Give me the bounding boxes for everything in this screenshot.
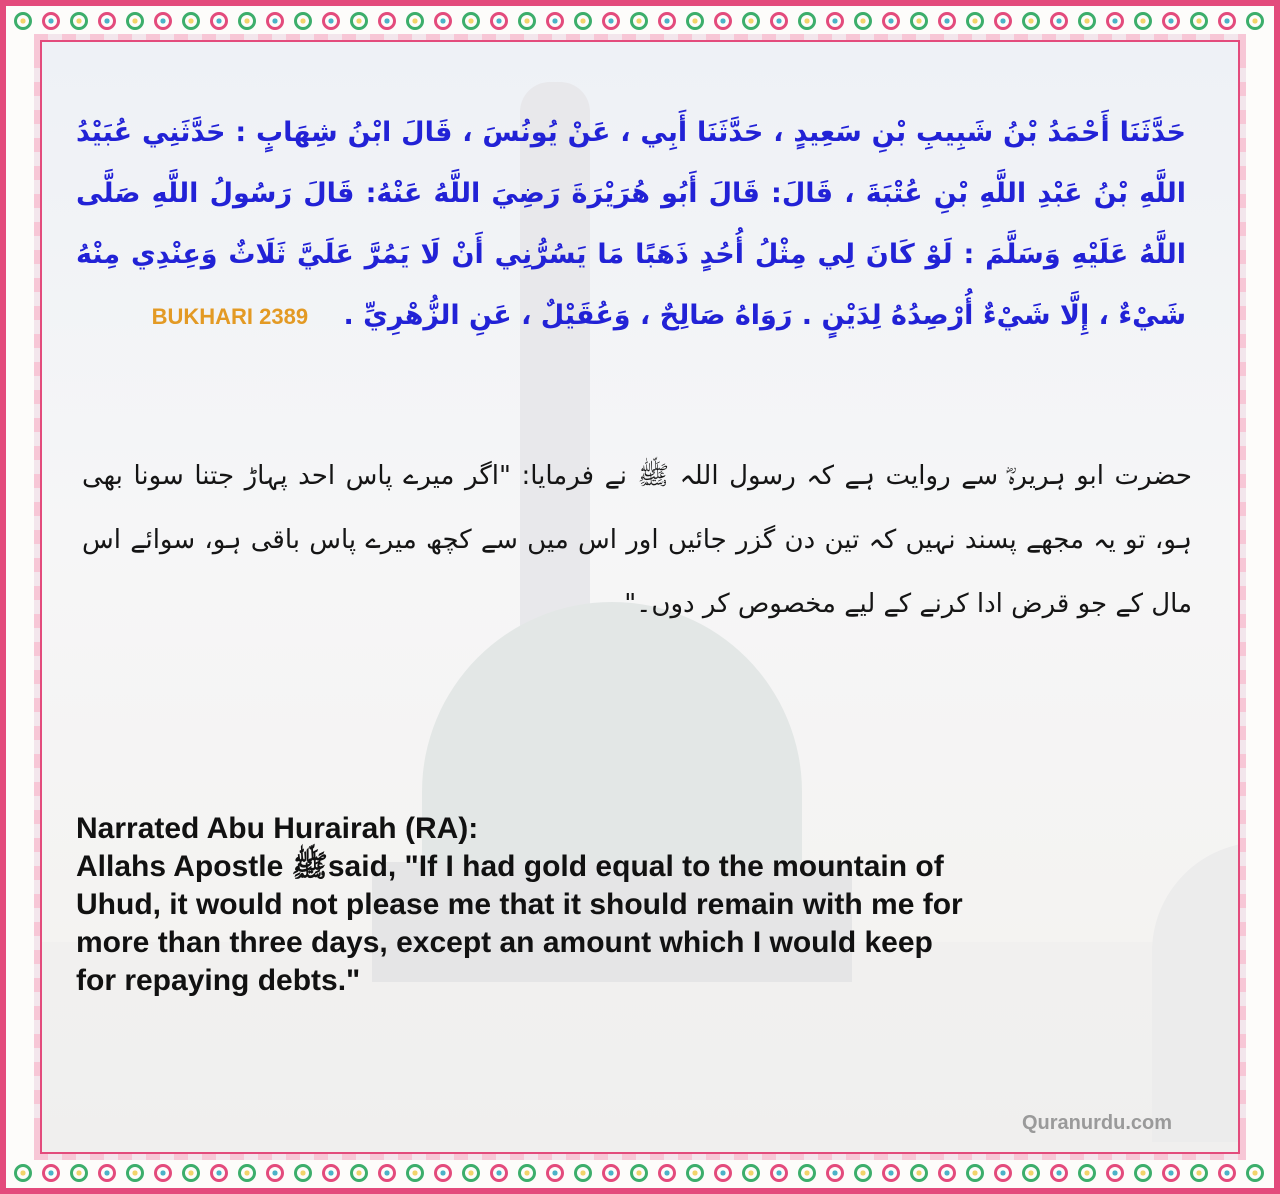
english-line: more than three days, except an amount which I would keep <box>76 926 933 959</box>
english-translation <box>76 810 1216 1000</box>
border-flower-ornament <box>238 12 256 30</box>
border-flower-ornament <box>434 1164 452 1182</box>
border-flower-ornament <box>154 1164 172 1182</box>
border-flower-ornament <box>826 12 844 30</box>
border-flower-ornament <box>574 12 592 30</box>
border-flower-ornament <box>14 1164 32 1182</box>
border-flower-ornament <box>1218 1164 1236 1182</box>
border-flower-ornament <box>1106 12 1124 30</box>
border-flower-ornament <box>966 12 984 30</box>
border-flower-ornament <box>686 1164 704 1182</box>
urdu-translation: حضرت ابو ہریرہؓ سے روایت ہے کہ رسول اللہ ﷺ نے فرمایا: "اگر میرے پاس احد پہاڑ جتنا سونا بھی ہو، تو یہ مجھے پسند نہیں کہ تین دن گزر جائیں اور اس میں سے کچھ میرے پاس باقی ہو، سوائے اس مال کے جو قرض ادا کرنے کے لیے مخصوص کر دوں۔" <box>82 461 1192 619</box>
border-flower-ornament <box>686 12 704 30</box>
border-flower-ornament <box>266 1164 284 1182</box>
border-flower-ornament <box>490 1164 508 1182</box>
border-flower-ornament <box>70 12 88 30</box>
border-flower-ornament <box>350 12 368 30</box>
border-flower-ornament <box>1050 1164 1068 1182</box>
border-flower-ornament <box>1162 1164 1180 1182</box>
border-flower-ornament <box>770 12 788 30</box>
border-flower-ornament <box>294 1164 312 1182</box>
border-flower-ornament <box>854 1164 872 1182</box>
border-flower-ornament <box>602 12 620 30</box>
border-flower-ornament <box>882 1164 900 1182</box>
border-flower-ornament <box>154 12 172 30</box>
border-flower-ornament <box>714 1164 732 1182</box>
border-flower-ornament <box>1022 1164 1040 1182</box>
border-flower-ornament <box>182 1164 200 1182</box>
border-flower-ornament <box>938 12 956 30</box>
border-flower-ornament <box>630 12 648 30</box>
border-flower-ornament <box>462 1164 480 1182</box>
border-flower-ornament <box>938 1164 956 1182</box>
border-flower-ornament <box>658 1164 676 1182</box>
english-line: Allahs Apostle ﷺsaid, "If I had gold equal to the mountain of <box>76 850 944 883</box>
border-flower-ornament <box>882 12 900 30</box>
bottom-ornaments <box>14 1164 1264 1182</box>
content-panel <box>42 42 1238 1152</box>
hadith-reference: BUKHARI 2389 <box>151 304 309 329</box>
english-line: for repaying debts." <box>76 964 361 997</box>
border-flower-ornament <box>434 12 452 30</box>
border-flower-ornament <box>1190 12 1208 30</box>
border-flower-ornament <box>602 1164 620 1182</box>
border-flower-ornament <box>546 1164 564 1182</box>
border-flower-ornament <box>322 12 340 30</box>
border-flower-ornament <box>70 1164 88 1182</box>
border-flower-ornament <box>658 12 676 30</box>
border-flower-ornament <box>1078 1164 1096 1182</box>
border-flower-ornament <box>126 12 144 30</box>
border-flower-ornament <box>210 12 228 30</box>
border-flower-ornament <box>1246 12 1264 30</box>
border-flower-ornament <box>1134 12 1152 30</box>
border-flower-ornament <box>1162 12 1180 30</box>
border-flower-ornament <box>42 12 60 30</box>
border-flower-ornament <box>798 12 816 30</box>
border-flower-ornament <box>462 12 480 30</box>
border-flower-ornament <box>294 12 312 30</box>
border-flower-ornament <box>406 12 424 30</box>
border-flower-ornament <box>1190 1164 1208 1182</box>
border-flower-ornament <box>490 12 508 30</box>
border-flower-ornament <box>714 12 732 30</box>
border-flower-ornament <box>238 1164 256 1182</box>
border-flower-ornament <box>406 1164 424 1182</box>
border-flower-ornament <box>378 1164 396 1182</box>
border-flower-ornament <box>518 1164 536 1182</box>
site-watermark: Quranurdu.com <box>1022 1112 1173 1134</box>
arabic-hadith-text <box>76 102 1186 347</box>
border-flower-ornament <box>1218 12 1236 30</box>
border-flower-ornament <box>42 1164 60 1182</box>
border-flower-ornament <box>854 12 872 30</box>
border-flower-ornament <box>742 12 760 30</box>
border-flower-ornament <box>1246 1164 1264 1182</box>
border-flower-ornament <box>1106 1164 1124 1182</box>
top-ornaments <box>14 12 1264 30</box>
border-flower-ornament <box>798 1164 816 1182</box>
border-flower-ornament <box>910 1164 928 1182</box>
arabic-text: حَدَّثَنَا أَحْمَدُ بْنُ شَبِيبِ بْنِ سَعِيدٍ ، حَدَّثَنَا أَبِي ، عَنْ يُونُسَ ، قَالَ ابْنُ شِهَابٍ : حَدَّثَنِي عُبَيْدُ اللَّهِ بْنُ عَبْدِ اللَّهِ بْنِ عُتْبَةَ ، قَالَ: قَالَ أَبُو هُرَيْرَةَ رَضِيَ اللَّهُ عَنْهُ: قَالَ رَسُولُ اللَّهِ صَلَّى اللَّهُ عَلَيْهِ وَسَلَّمَ : لَوْ كَانَ لِي مِثْلُ أُحُدٍ ذَهَبًا مَا يَسُرُّنِي أَنْ لَا يَمُرَّ عَلَيَّ ثَلَاثٌ وَعِنْدِي مِنْهُ شَيْءٌ ، إِلَّا شَيْءٌ أُرْصِدُهُ لِدَيْنٍ . رَوَاهُ صَالِحٌ ، وَعُقَيْلٌ ، عَنِ الزُّهْرِيِّ . <box>76 117 1186 331</box>
border-flower-ornament <box>126 1164 144 1182</box>
border-flower-ornament <box>1022 12 1040 30</box>
border-flower-ornament <box>266 12 284 30</box>
border-flower-ornament <box>350 1164 368 1182</box>
border-flower-ornament <box>518 12 536 30</box>
border-flower-ornament <box>14 12 32 30</box>
english-heading: Narrated Abu Hurairah (RA): <box>76 812 479 845</box>
border-flower-ornament <box>98 12 116 30</box>
english-line: Uhud, it would not please me that it should remain with me for <box>76 888 963 921</box>
border-flower-ornament <box>1134 1164 1152 1182</box>
border-flower-ornament <box>546 12 564 30</box>
border-flower-ornament <box>574 1164 592 1182</box>
border-flower-ornament <box>630 1164 648 1182</box>
border-flower-ornament <box>182 12 200 30</box>
border-flower-ornament <box>770 1164 788 1182</box>
border-flower-ornament <box>966 1164 984 1182</box>
border-flower-ornament <box>210 1164 228 1182</box>
border-flower-ornament <box>910 12 928 30</box>
border-flower-ornament <box>826 1164 844 1182</box>
border-flower-ornament <box>742 1164 760 1182</box>
border-flower-ornament <box>994 1164 1012 1182</box>
border-flower-ornament <box>1078 12 1096 30</box>
border-flower-ornament <box>322 1164 340 1182</box>
border-flower-ornament <box>994 12 1012 30</box>
border-flower-ornament <box>1050 12 1068 30</box>
border-flower-ornament <box>378 12 396 30</box>
border-flower-ornament <box>98 1164 116 1182</box>
